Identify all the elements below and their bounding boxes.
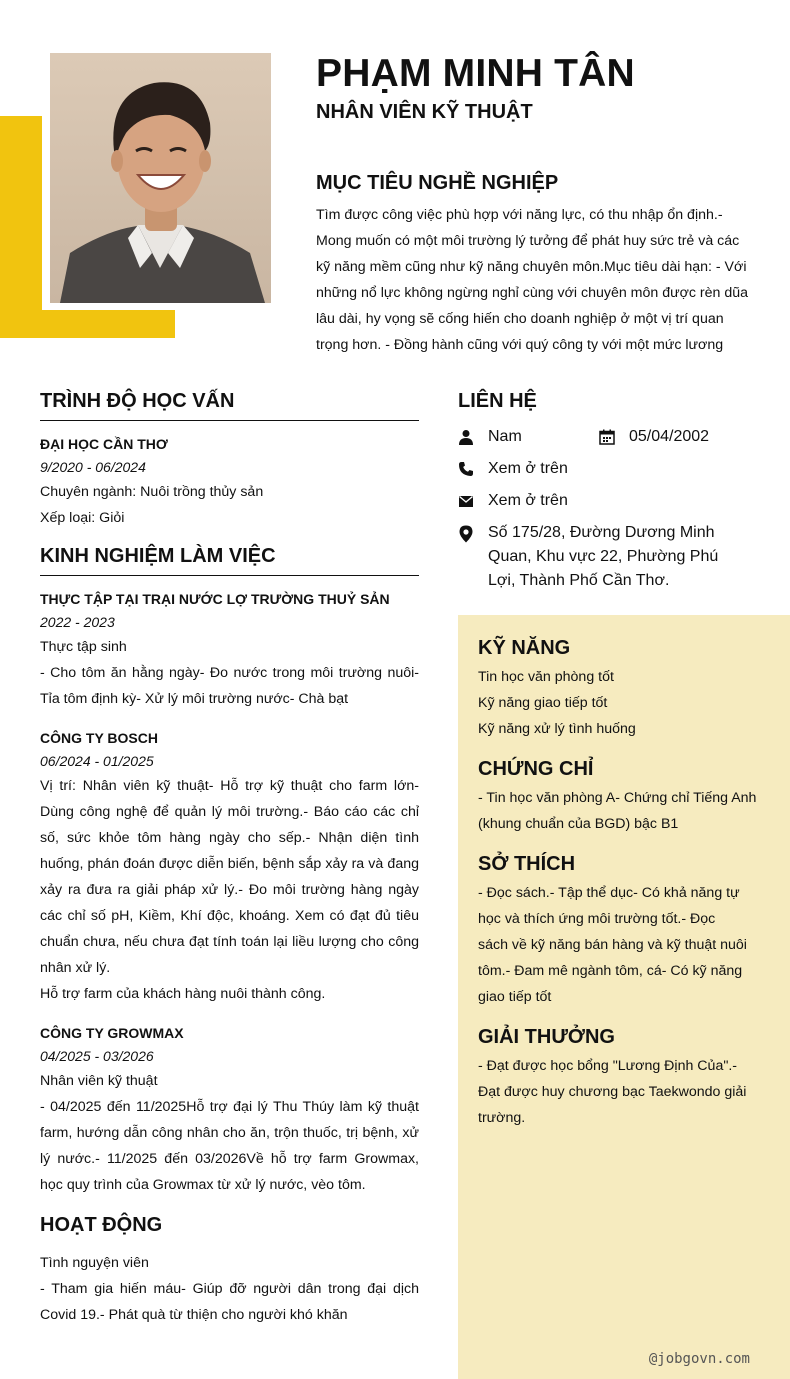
awards-heading: GIẢI THƯỞNG (478, 1026, 615, 1048)
experience-line: Thực tập sinh (40, 639, 127, 655)
phone-value: Xem ở trên (488, 460, 568, 477)
skill-item: Kỹ năng giao tiếp tốt (478, 695, 608, 711)
certificates-section (478, 758, 770, 837)
objective-text: Tìm được công việc phù hợp với năng lực, có thu nhập ổn định.- Mong muốn có một môi trường lý tưởng để phát huy sức trẻ và các kỹ năng mềm cũng như kỹ năng chuyên môn.Mục tiêu dài hạn: - Với những nổ lực không ngừng nghỉ cùng với chuyên môn được rèn dũa lâu dài, hy vọng sẽ cống hiến cho doanh nghiệp ở một vị trí quan trọng hơn. - Đồng hành cũng với quý công ty với một mức lương (316, 207, 749, 353)
hobbies-section (478, 853, 770, 1010)
left-column (40, 390, 419, 1328)
objective-heading: MỤC TIÊU NGHỀ NGHIỆP (316, 172, 559, 194)
experience-heading: KINH NGHIỆM LÀM VIỆC (40, 545, 419, 576)
experience-period: 06/2024 - 01/2025 (40, 753, 154, 769)
activities-heading: HOẠT ĐỘNG (40, 1214, 163, 1236)
education-grade: Xếp loại: Giỏi (40, 510, 125, 526)
experience-period: 2022 - 2023 (40, 614, 115, 630)
location-pin-icon (458, 525, 474, 543)
skill-item: Tin học văn phòng tốt (478, 669, 614, 685)
experience-line: Nhân viên kỹ thuật (40, 1073, 158, 1089)
contact-row-gender (458, 425, 790, 449)
accent-bar-horizontal (0, 310, 175, 338)
candidate-name: PHẠM MINH TÂN (316, 52, 635, 95)
mail-icon (458, 493, 474, 509)
contact-row-phone (458, 457, 790, 481)
contact-row-address (458, 521, 790, 593)
gender-value: Nam (488, 428, 522, 445)
skills-section (478, 637, 770, 742)
experience-entry (40, 726, 419, 1007)
hobbies-heading: SỞ THÍCH (478, 853, 576, 875)
contact-section (458, 390, 790, 589)
experience-line: Hỗ trợ farm của khách hàng nuôi thành công. (40, 986, 326, 1002)
education-entry (40, 432, 419, 531)
education-major: Chuyên ngành: Nuôi trồng thủy sản (40, 484, 264, 500)
experience-line: - Cho tôm ăn hằng ngày- Đo nước trong môi trường nuôi- Tỉa tôm định kỳ- Xử lý môi trường nước- Chà bạt (40, 665, 419, 707)
email-value: Xem ở trên (488, 492, 568, 509)
experience-line: Vị trí: Nhân viên kỹ thuật- Hỗ trợ kỹ thuật cho farm lớn- Dùng công nghệ để quản lý môi trường.- Báo cáo các chỉ số, sức khỏe tôm hàng ngày cho sếp.- Nhận diện tình huống, phán đoán được diễn biến, bệnh sắp xảy ra và đang xảy ra đưa ra giải pháp xử lý.- Đo môi trường hàng ngày các chỉ số pH, Kiềm, Khí độc, khoáng. Xem có đạt đủ tiêu chuẩn chưa, nếu chưa đạt tính toán lại liều lượng cho công nhân xử lý. (40, 778, 419, 976)
contact-row-email (458, 489, 790, 513)
experience-entry (40, 1021, 419, 1198)
skill-item: Kỹ năng xử lý tình huống (478, 721, 636, 737)
birthday-value: 05/04/2002 (629, 428, 710, 445)
company-name: THỰC TẬP TẠI TRẠI NƯỚC LỢ TRƯỜNG THUỶ SẢN (40, 591, 390, 607)
skills-heading: KỸ NĂNG (478, 637, 571, 659)
job-title: NHÂN VIÊN KỸ THUẬT (316, 101, 533, 123)
activity-line: - Tham gia hiến máu- Giúp đỡ người dân trong đại dịch Covid 19.- Phát quà từ thiện cho người khó khăn (40, 1281, 419, 1323)
hobbies-text: - Đọc sách.- Tập thể dục- Có khả năng tự học và thích ứng môi trường tốt.- Đọc sách về kỹ năng bán hàng và kỹ thuật nuôi tôm.- Đam mê ngành tôm, cá- Có kỹ năng giao tiếp tốt (478, 885, 747, 1005)
address-value: Số 175/28, Đường Dương Minh Quan, Khu vực 22, Phường Phú Lợi, Thành Phố Cần Thơ. (488, 524, 719, 589)
activity-line: Tình nguyện viên (40, 1255, 149, 1271)
company-name: CÔNG TY BOSCH (40, 730, 158, 746)
contact-heading: LIÊN HỆ (458, 390, 537, 412)
profile-photo (50, 53, 271, 303)
education-heading: TRÌNH ĐỘ HỌC VẤN (40, 390, 419, 421)
school-name: ĐẠI HỌC CẦN THƠ (40, 436, 168, 452)
awards-section (478, 1026, 770, 1131)
experience-line: - 04/2025 đến 11/2025Hỗ trợ đại lý Thu Thúy làm kỹ thuật farm, hướng dẫn công nhân cho ăn, trộn thuốc, trị bệnh, xử lý nước.- 11/2025 đến 03/2026Về hỗ trợ farm Growmax, học quy trình của Growmax từ xử lý nước, vèo tôm. (40, 1099, 419, 1193)
education-period: 9/2020 - 06/2024 (40, 459, 146, 475)
experience-period: 04/2025 - 03/2026 (40, 1048, 154, 1064)
phone-icon (458, 461, 474, 477)
accent-bar-vertical (0, 116, 42, 338)
certificates-text: - Tin học văn phòng A- Chứng chỉ Tiếng Anh (khung chuẩn của BGD) bậc B1 (478, 790, 757, 832)
certificates-heading: CHỨNG CHỈ (478, 758, 594, 780)
company-name: CÔNG TY GROWMAX (40, 1025, 184, 1041)
side-panel (458, 615, 790, 1379)
awards-text: - Đạt được học bổng "Lương Định Của".- Đạt được huy chương bạc Taekwondo giải trường. (478, 1058, 747, 1126)
calendar-icon (599, 429, 615, 445)
person-icon (458, 429, 474, 445)
experience-entry (40, 587, 419, 712)
watermark: @jobgovn.com (648, 1351, 750, 1367)
activities-entry (40, 1250, 419, 1328)
